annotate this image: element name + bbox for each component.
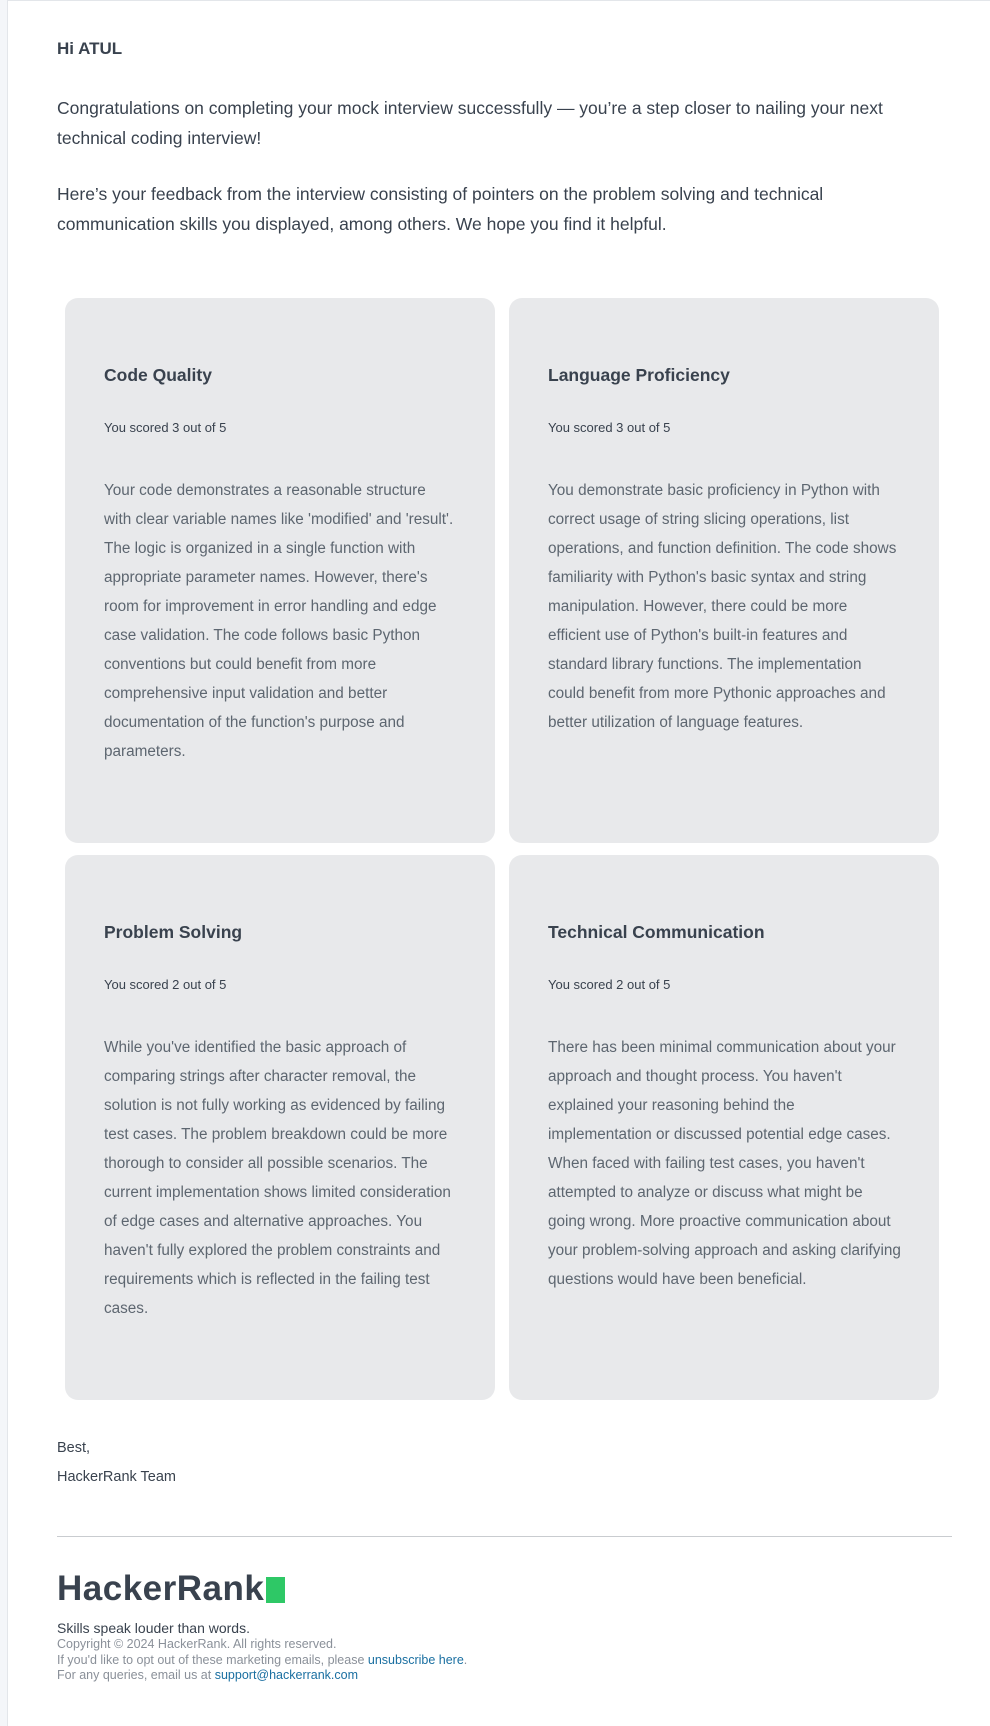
card-body: You demonstrate basic proficiency in Python with correct usage of string slicing operations, list operations, and function definition. The code shows familiarity with Python's basic syntax and string manipulation. However, there could be more efficient use of Python's built-in features and standard library functions. The implementation could benefit from more Pythonic approaches and better utilization of language features. [548,482,897,731]
footer-optout [57,1653,467,1669]
intro-paragraph-2: Here’s your feedback from the interview consisting of pointers on the problem solving and technical communication skills you displayed, among others. We hope you find it helpful. [57,184,824,234]
signoff-closing: Best, [57,1440,91,1456]
footer-tagline: Skills speak louder than words. [57,1620,250,1636]
card-body: While you've identified the basic approach of comparing strings after character removal, the solution is not fully working as evidenced by failing test cases. The problem breakdown could be more thorough to consider all possible scenarios. The current implementation shows limited consideration of edge cases and alternative approaches. You haven't fully explored the problem constraints and requirements which is reflected in the failing test cases. [104,1039,451,1317]
signoff [57,1434,176,1492]
footer-queries [57,1668,467,1684]
greeting: Hi ATUL [57,39,123,58]
card-score: You scored 2 out of 5 [548,977,671,992]
footer-divider [57,1536,952,1537]
card-score: You scored 2 out of 5 [104,977,227,992]
card-title: Technical Communication [548,922,765,942]
intro-paragraph-1: Congratulations on completing your mock interview successfully — you’re a step closer to nailing your next technical coding interview! [57,98,883,148]
card-score: You scored 3 out of 5 [104,420,227,435]
unsubscribe-link[interactable]: unsubscribe here [367,1652,464,1667]
card-body: Your code demonstrates a reasonable structure with clear variable names like 'modified' and 'result'. The logic is organized in a single function with appropriate parameter names. However, there's room for improvement in error handling and edge case validation. The code follows basic Python conventions but could benefit from more comprehensive input validation and better documentation of the function's purpose and parameters. [104,482,454,760]
queries-text: For any queries, email us at [57,1668,215,1682]
footer-legal [57,1637,467,1684]
card-score: You scored 3 out of 5 [548,420,671,435]
footer-copyright: Copyright © 2024 HackerRank. All rights reserved. [57,1637,337,1651]
feedback-card-language-proficiency [509,298,939,843]
hackerrank-logo [57,1569,285,1609]
logo-mark-icon [266,1577,285,1603]
feedback-card-problem-solving [65,855,495,1400]
card-title: Code Quality [104,365,212,385]
card-title: Problem Solving [104,922,243,942]
email-body [7,0,990,1726]
support-email-link[interactable]: support@hackerrank.com [214,1668,359,1682]
card-title: Language Proficiency [548,365,730,385]
card-body: There has been minimal communication about your approach and thought process. You haven't explained your reasoning behind the implementation or discussed potential edge cases. When faced with failing test cases, you haven't attempted to analyze or discuss what might be going wrong. More proactive communication about your problem-solving approach and asking clarifying questions would have been beneficial. [548,1039,901,1288]
feedback-card-technical-communication [509,855,939,1400]
feedback-card-code-quality [65,298,495,843]
logo-text: HackerRank [57,1569,265,1608]
optout-text: If you'd like to opt out of these marketing emails, please [57,1652,368,1667]
optout-suffix: . [463,1652,468,1667]
signoff-team: HackerRank Team [57,1469,177,1485]
